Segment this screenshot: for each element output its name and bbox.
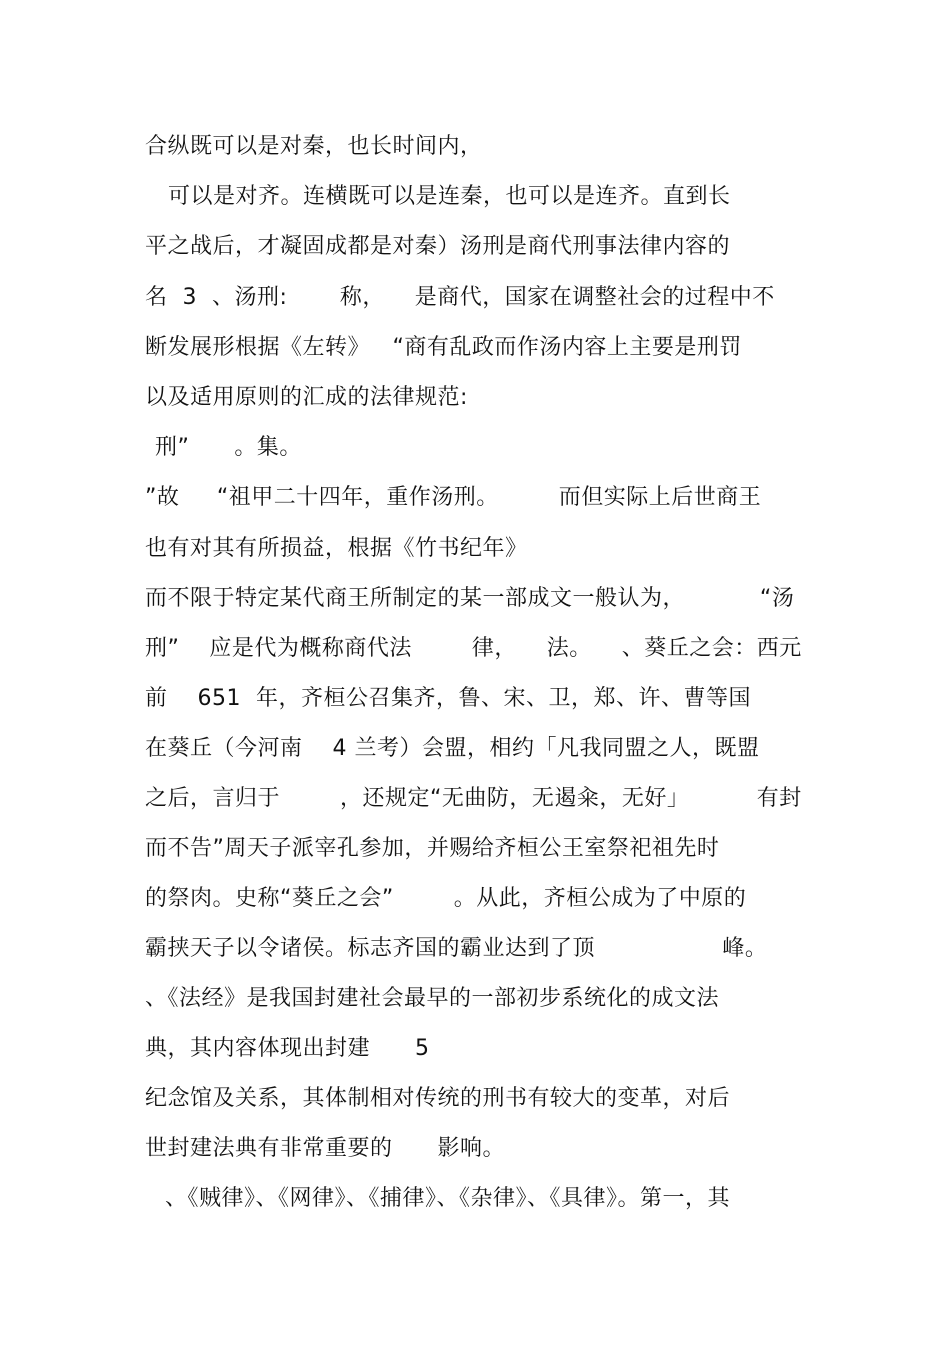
text-line-2: 可以是对齐。连横既可以是连秦，也可以是连齐。直到长 bbox=[168, 184, 731, 209]
text-line-3: 平之战后，才凝固成都是对秦）汤刑是商代刑事法律内容的 bbox=[145, 234, 731, 259]
text-line-10: 而不限于特定某代商王所制定的某一部成文一般认为， “汤 bbox=[145, 586, 795, 611]
text-line-13: 在葵丘（今河南 4 兰考）会盟，相约「凡我同盟之人，既盟 bbox=[145, 736, 760, 761]
text-line-12: 前 651 年，齐桓公召集齐，鲁、宋、卫，郑、许、曹等国 bbox=[145, 686, 751, 711]
text-line-9: 也有对其有所损益，根据《竹书纪年》 bbox=[145, 536, 528, 561]
text-line-15: 而不告”周天子派宰孔参加，并赐给齐桓公王室祭祀祖先时 bbox=[145, 836, 720, 861]
text-line-21: 世封建法典有非常重要的 影响。 bbox=[145, 1136, 505, 1161]
text-line-6: 以及适用原则的汇成的法律规范: bbox=[145, 385, 468, 410]
text-line-20: 纪念馆及关系，其体制相对传统的刑书有较大的变革，对后 bbox=[145, 1086, 731, 1111]
text-line-4: 名 3 、汤刑: 称， 是商代，国家在调整社会的过程中不 bbox=[145, 285, 775, 310]
text-line-17: 霸挟天子以令诸侯。标志齐国的霸业达到了顶 峰。 bbox=[145, 936, 768, 961]
text-line-18: 、《法经》是我国封建社会最早的一部初步系统化的成文法 bbox=[145, 986, 720, 1011]
text-line-1: 合纵既可以是对秦，也长时间内， bbox=[145, 134, 483, 159]
text-line-16: 的祭肉。史称“葵丘之会” 。从此，齐桓公成为了中原的 bbox=[145, 886, 747, 911]
text-line-22: 、《贼律》、《网律》、《捕律》、《杂律》、《具律》。第一，其 bbox=[165, 1186, 731, 1211]
text-line-11: 刑” 应是代为概称商代法 律， 法。 、葵丘之会：西元 bbox=[145, 636, 802, 661]
text-line-7: 刑” 。集。 bbox=[155, 435, 302, 460]
text-line-19: 典，其内容体现出封建 5 bbox=[145, 1036, 430, 1061]
text-line-14: 之后，言归于 ，还规定“无曲防，无遏籴，无好」 有封 bbox=[145, 786, 802, 811]
text-line-8: ”故 “祖甲二十四年，重作汤刑。 而但实际上后世商王 bbox=[145, 485, 762, 510]
text-line-5: 断发展形根据《左转》 “商有乱政而作汤内容上主要是刑罚 bbox=[145, 335, 742, 360]
